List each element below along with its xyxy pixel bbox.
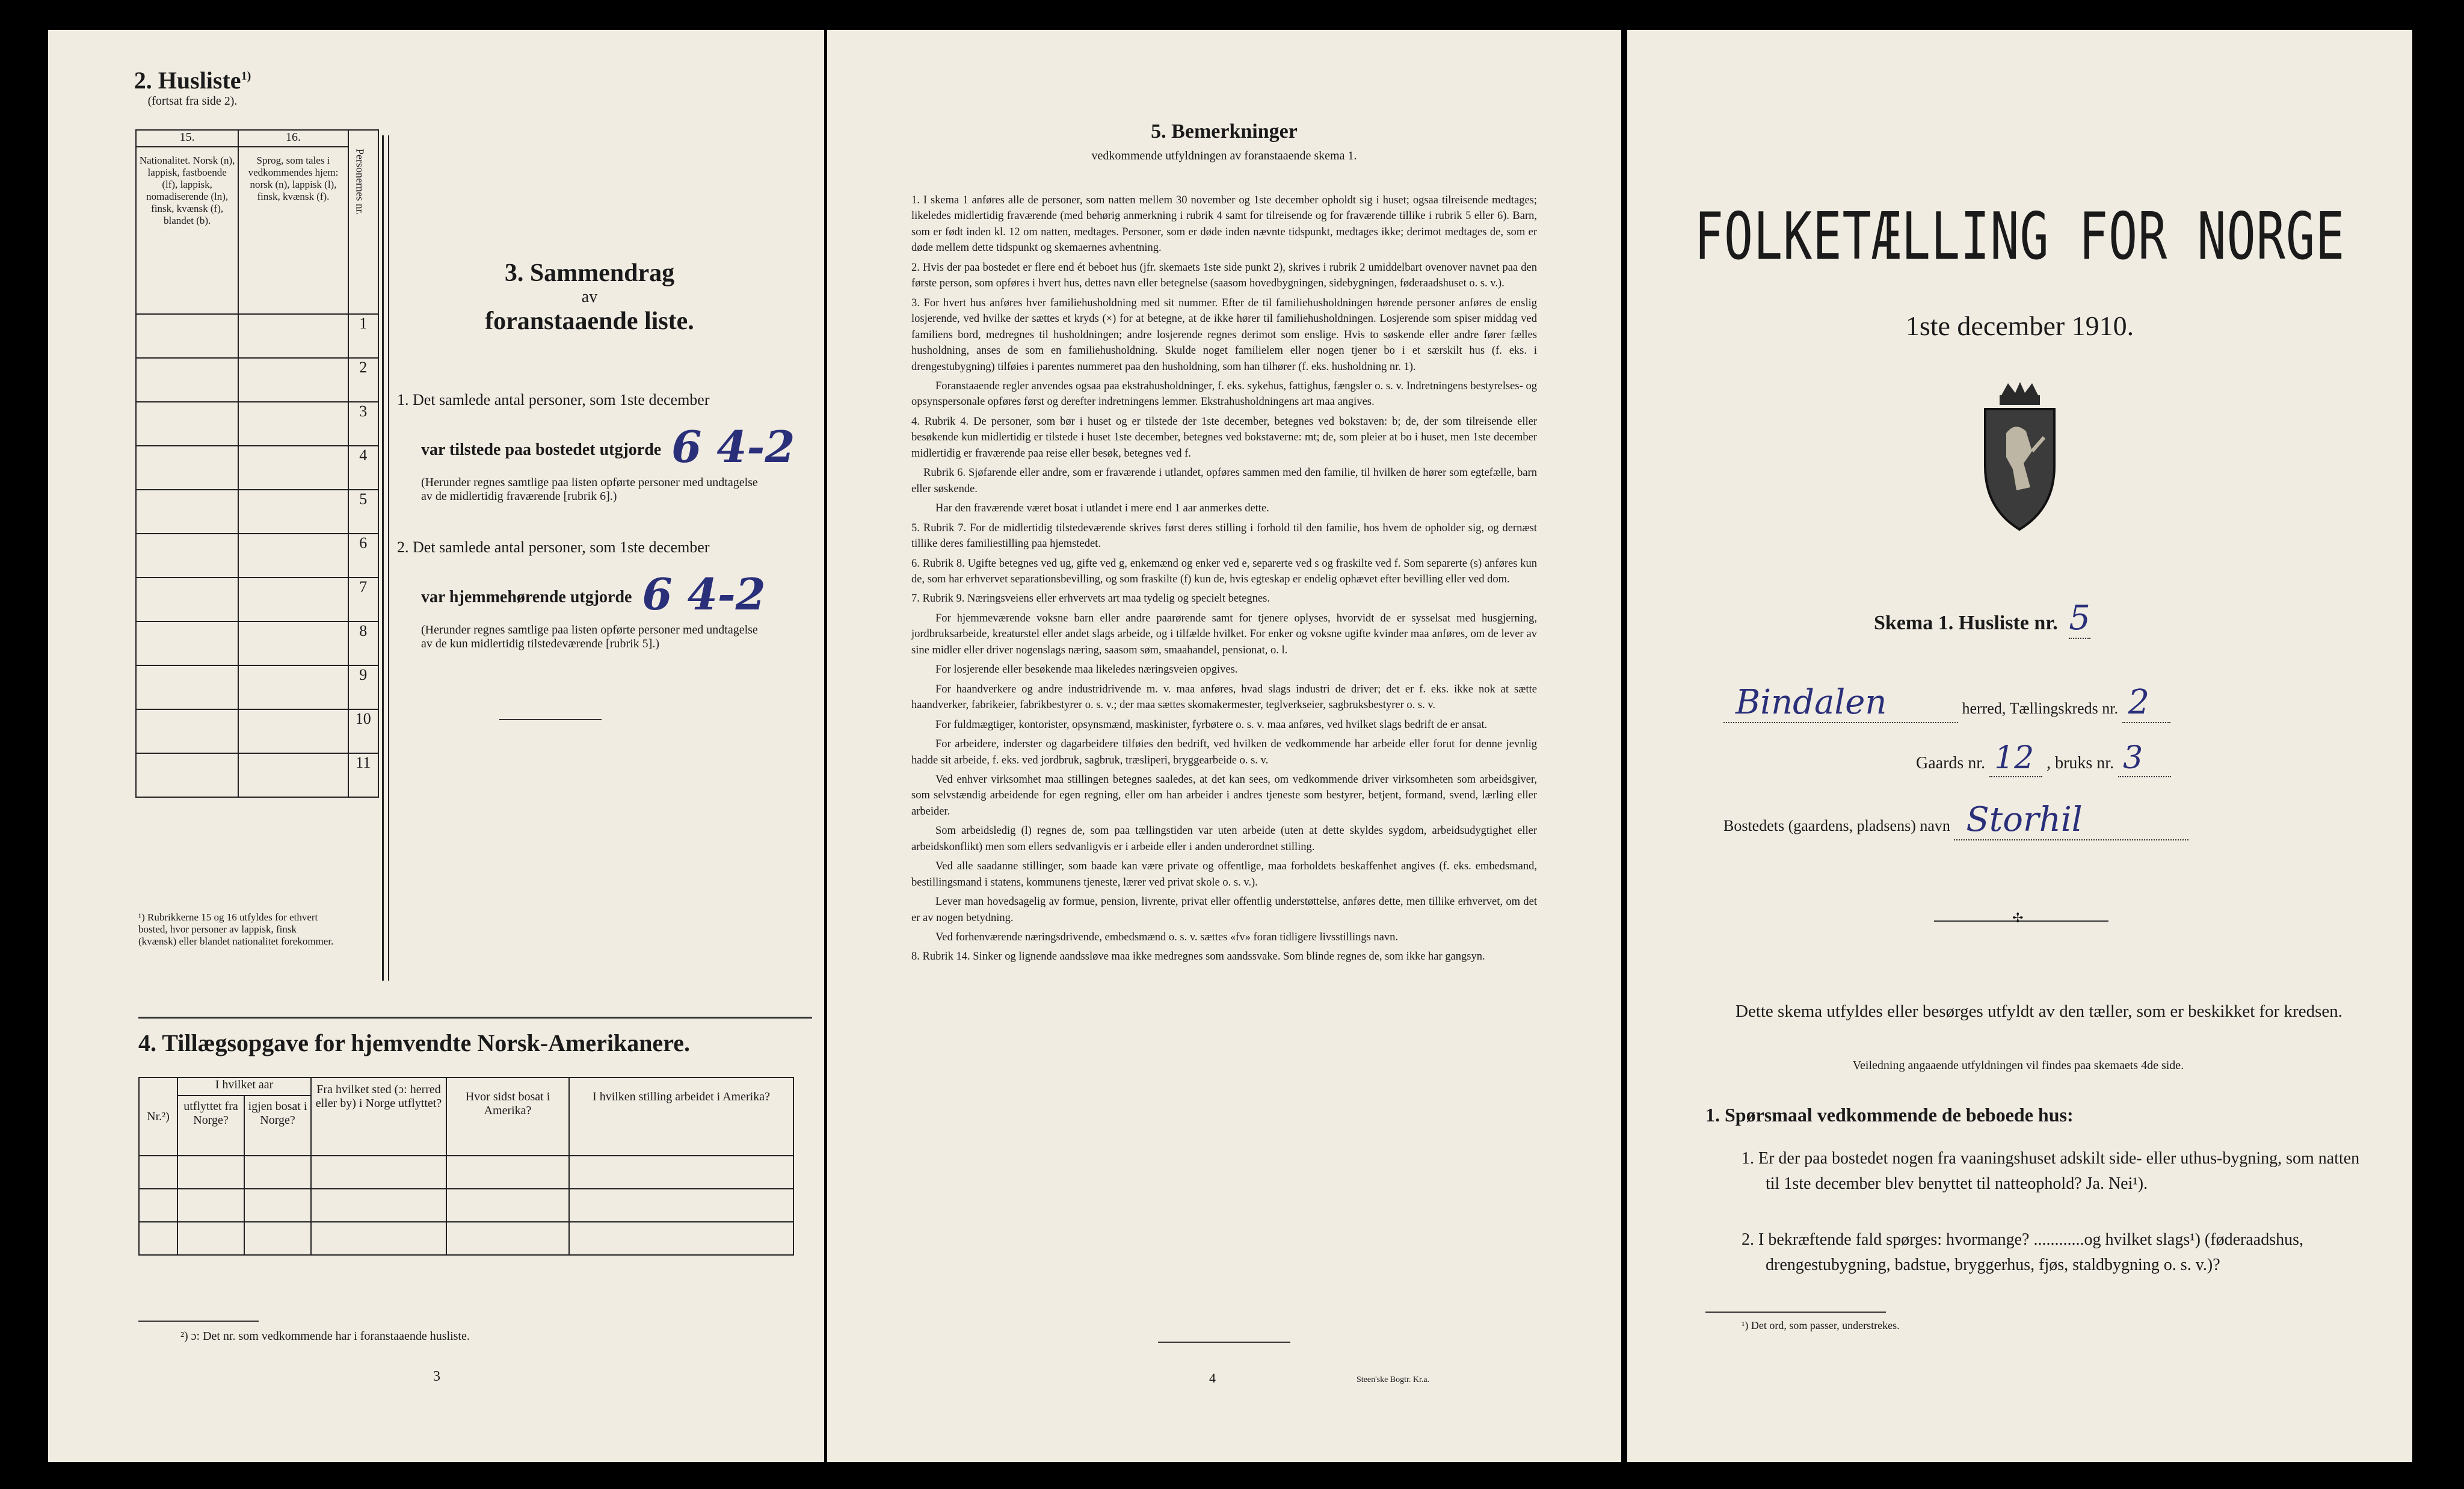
remark: For losjerende eller besøkende maa likeledes næringsveien opgives.	[935, 664, 1238, 676]
huslist-section: 2. Husliste$^{1)}$ (fortsat fra side 2).	[48, 66, 337, 108]
bruk-value[interactable]: 3	[2118, 740, 2171, 777]
census-date: 1ste december 1910.	[1905, 310, 2134, 341]
cell[interactable]	[569, 1222, 793, 1255]
footnote-rule	[1705, 1312, 1886, 1313]
summary-section	[409, 259, 770, 336]
cell[interactable]	[446, 1222, 569, 1255]
col-person-header: Personernes nr.	[348, 130, 378, 314]
summary-title-av: av	[581, 288, 598, 306]
cell-language[interactable]	[238, 534, 348, 578]
remark: 4. Rubrik 4. De personer, som bør i huset og er tilstede der 1ste december, betegnes ved bokstaven: b; de, der som tilreisende eller besøkende kun midlertidig er tilstede i huset 1ste december, betegnes ved bokstaverne: mt; de, som pleier at bo i huset, men 1ste december midlertidig er fraværende paa reise eller besøk, betegnes ved f.	[911, 415, 1537, 460]
cell[interactable]	[139, 1156, 177, 1189]
cell-nationality[interactable]	[136, 534, 238, 578]
remarks-title: 5. Bemerkninger	[1151, 120, 1298, 143]
addition-title: 4. Tillægsopgave for hjemvendte Norsk-Amerikanere.	[138, 1029, 690, 1056]
row-number: 9	[348, 665, 378, 709]
gaard-line: Gaards nr. 12 , bruks nr. 3	[1916, 740, 2171, 777]
remark: 8. Rubrik 14. Sinker og lignende aandssløve maa ikke medregnes som aandssvake. Som blinde regnes de, som ikke har gangsyn.	[911, 951, 1485, 963]
col15-number: 15.	[136, 130, 238, 147]
remark: Rubrik 6. Sjøfarende eller andre, som er fraværende i utlandet, opføres sammen med den familie, til hvilken de hører som egtefælle, barn eller søskende.	[911, 467, 1537, 495]
cell[interactable]	[311, 1222, 446, 1255]
cell-nationality[interactable]	[136, 490, 238, 534]
remark: 5. Rubrik 7. For de midlertidig tilstedeværende skrives først deres stilling i forhold til den familie, hos hvem de opholder sig, og dernæst tillike deres familiestilling paa hjemstedet.	[911, 522, 1537, 550]
cell-language[interactable]	[238, 753, 348, 797]
col-nr: Nr.²)	[139, 1077, 177, 1156]
cell[interactable]	[139, 1222, 177, 1255]
row-number: 2	[348, 358, 378, 402]
ornament-icon: ✢	[2012, 910, 2024, 925]
remark: 7. Rubrik 9. Næringsveiens eller erhvervets art maa tydelig og specielt betegnes.	[911, 593, 1270, 605]
bosted-line: Bostedets (gaardens, pladsens) navn Storhil	[1723, 800, 2188, 840]
col-last-place: Hvor sidst bosat i Amerika?	[446, 1077, 569, 1156]
section-rule	[138, 1017, 812, 1019]
remark: 3. For hvert hus anføres hver familiehusholdning med sit nummer. Efter de til familiehusholdningen hørende personer anføres de enslig losjerende, ved hvilke der sættes et kryds (×) for at betegne, at de ikke hører til familiehusholdningen. Losjerende som spiser middag ved familiens bord, medregnes til husholdningen; andre losjerende regnes derimot som enslige. Hvis to søskende eller andre fører fælles husholdning, anses de som en familiehusholdning. Skulde noget familielem eller nogen tjener bo i et særskilt hus (f. eks. i drengestubygning) tilføies i parentes nummeret paa den husholdning, som han tilhører (f. eks. husholdning nr. 1).	[911, 297, 1537, 373]
short-rule	[499, 719, 602, 720]
col-position: I hvilken stilling arbeidet i Amerika?	[569, 1077, 793, 1156]
addition-table	[138, 1077, 794, 1256]
cell[interactable]	[311, 1156, 446, 1189]
remark: Lever man hovedsagelig av formue, pension, livrente, privat eller offentlig understøttelse, anføres dette, men tillike erhvervet, om det er av nogen betydning.	[911, 896, 1537, 924]
cell-nationality[interactable]	[136, 578, 238, 621]
cell[interactable]	[446, 1189, 569, 1222]
herred-value[interactable]: Bindalen	[1723, 683, 1958, 723]
cell-language[interactable]	[238, 709, 348, 753]
cell-language[interactable]	[238, 621, 348, 665]
krets-value[interactable]: 2	[2122, 683, 2170, 723]
row-number: 7	[348, 578, 378, 621]
footnote-rule	[138, 1321, 259, 1322]
cell-language[interactable]	[238, 490, 348, 534]
page-number: 4	[1209, 1370, 1216, 1386]
remark: 1. I skema 1 anføres alle de personer, som natten mellem 30 november og 1ste december opholdt sig i huset; ogsaa tilreisende medtages; likeledes midlertidig fraværende (med behørig anmerkning i rubrik 4 samt for tilreisende og for fraværende tillike i rubrik 5 eller 6). Barn, som er født inden kl. 12 om natten, medtages. Personer, som er døde inden nævnte tidspunkt, medtages ikke; derimot medtages de, som er døde mellem dette tidspunkt og skemaernes avhentning.	[911, 194, 1537, 254]
census-title: FOLKETÆLLING FOR NORGE	[1694, 199, 2345, 274]
row-number: 6	[348, 534, 378, 578]
col-returned: igjen bosat i Norge?	[244, 1096, 311, 1156]
cell-nationality[interactable]	[136, 446, 238, 490]
remark: For fuldmægtiger, kontorister, opsynsmænd, maskinister, fyrbøtere o. s. v. maa anføres, ved hvilket slags bedrift de er ansat.	[935, 718, 1488, 731]
questions-title: 1. Spørsmaal vedkommende de beboede hus:	[1705, 1104, 2074, 1126]
cell-language[interactable]	[238, 665, 348, 709]
summary-item-2: 2. Det samlede antal personer, som 1ste december var hjemmehørende utgjorde 6 4-2 (Herunder regnes samtlige paa listen opførte personer med undtagelse av de kun midlertidig tilstedeværende [rubrik 5].)	[361, 538, 818, 651]
middle-page	[827, 30, 1621, 1462]
remark: 2. Hvis der paa bostedet er flere end ét beboet hus (jfr. skemaets 1ste side punkt 2), skrives i rubrik 2 umiddelbart ovenover navnet paa den første person, som opføres i hvert hus, dettes navn eller betegnelse (saasom hovedbygningen, sidebygningen, føderaadshuset o. s. v.).	[911, 261, 1537, 290]
gaard-value[interactable]: 12	[1989, 740, 2042, 777]
resident-count[interactable]: 6 4-2	[642, 569, 766, 620]
cell[interactable]	[569, 1156, 793, 1189]
norwegian-coat-of-arms-icon	[1973, 382, 2066, 532]
remark: Som arbeidsledig (l) regnes de, som paa tællingstiden var uten arbeide (uten at dette skyldes sygdom, arbeidsudygtighet eller arbeidskonflikt) men som ellers sedvanligvis er i arbeide eller i anden underordnet stilling.	[911, 825, 1537, 853]
remark: Foranstaaende regler anvendes ogsaa paa ekstrahusholdninger, f. eks. sykehus, fattighus, fængsler o. s. v. Indretningens bestyrelses- og opsynspersonale opføres først og derefter indretningens lemmer. Ekstrahusholdningens art maa angives.	[911, 380, 1537, 408]
present-note: (Herunder regnes samtlige paa listen opførte personer med undtagelse av de midlertidig fraværende [rubrik 6].)	[421, 476, 758, 503]
remarks-list	[911, 193, 1537, 969]
cell[interactable]	[244, 1156, 311, 1189]
col-from-where: Fra hvilket sted (ɔ: herred eller by) i Norge utflyttet?	[311, 1077, 446, 1156]
bosted-value[interactable]: Storhil	[1954, 800, 2188, 840]
cell[interactable]	[177, 1222, 244, 1255]
cell[interactable]	[139, 1189, 177, 1222]
remark: Har den fraværende været bosat i utlandet i mere end 1 aar anmerkes dette.	[935, 502, 1269, 515]
cell-nationality[interactable]	[136, 314, 238, 358]
cell-language[interactable]	[238, 402, 348, 446]
remark: Ved enhver virksomhet maa stillingen betegnes saaledes, at det kan sees, om vedkommende driver virksomheten som arbeidsgiver, som selvstændig arbeidende for egen regning, eller om han arbeider i andres tjeneste som bestyrer, betjent, formand, svend, lærling eller arbeider.	[911, 773, 1537, 818]
remarks-subtitle: vedkommende utfyldningen av foranstaaende skema 1.	[1091, 149, 1357, 162]
remark: For haandverkere og andre industridrivende m. v. maa anføres, hvad slags industri de driver; det er f. eks. ikke nok at sætte haandverker, fabrikeier, fabrikbestyrer o. s. v.; der maa sættes skomakermester, teglverkseier, sagbruksbestyrer o. s. v.	[911, 683, 1537, 712]
summary-item-1: 1. Det samlede antal personer, som 1ste december var tilstede paa bostedet utgjorde 6 4-2 (Herunder regnes samtlige paa listen opførte personer med undtagelse av de midlertidig fraværende [rubrik 6].)	[361, 391, 818, 504]
cell[interactable]	[177, 1189, 244, 1222]
left-page	[48, 30, 824, 1462]
huslist-table	[135, 129, 379, 798]
remark: 6. Rubrik 8. Ugifte betegnes ved ug, gifte ved g, enkemænd og enker ved e, separerte ved s og fraskilte ved f. Som separerte (s) anføres kun de, som har erhvervet separationsbevilling, og som fraskilte (f) kun de, hvis egteskap er endelig ophævet efter bevilling eller ved dom.	[911, 557, 1537, 585]
remark: Ved alle saadanne stillinger, som baade kan være private og offentlige, maa forholdets beskaffenhet angives (f. eks. embedsmand, bestillingsmand i statens, kommunens tjeneste, lærer ved privat skole o. s. v.).	[911, 860, 1537, 889]
col16-header: Sprog, som tales i vedkommendes hjem: norsk (n), lappisk (l), finsk, kvænsk (f).	[238, 147, 348, 314]
right-page	[1627, 30, 2412, 1462]
cell-language[interactable]	[238, 358, 348, 402]
summary-title: 3. Sammendrag	[504, 259, 675, 287]
huslist-subtitle: (fortsat fra side 2).	[147, 94, 238, 108]
row-number: 1	[348, 314, 378, 358]
col-year-group: I hvilket aar	[177, 1077, 311, 1096]
cell[interactable]	[244, 1189, 311, 1222]
cell-language[interactable]	[238, 314, 348, 358]
question-1: 1. Er der paa bostedet nogen fra vaaningshuset adskilt side- eller uthus-bygning, som natten til 1ste december blev benyttet til natteophold? Ja. Nei¹).	[1742, 1149, 2360, 1193]
page-number: 3	[433, 1369, 440, 1384]
cell-nationality[interactable]	[136, 621, 238, 665]
remark: Ved forhenværende næringsdrivende, embedsmænd o. s. v. sættes «fv» foran tidligere livsstillings navn.	[935, 931, 1399, 944]
row-number: 10	[348, 709, 378, 753]
cell-language[interactable]	[238, 578, 348, 621]
col15-header: Nationalitet. Norsk (n), lappisk, fastboende (lf), lappisk, nomadiserende (ln), finsk, kvænsk (f), blandet (b).	[136, 147, 238, 314]
col-emigrated: utflyttet fra Norge?	[177, 1096, 244, 1156]
cell[interactable]	[446, 1156, 569, 1189]
right-footnote: ¹) Det ord, som passer, understrekes.	[1742, 1319, 1900, 1331]
present-count[interactable]: 6 4-2	[671, 421, 795, 472]
cell-nationality[interactable]	[136, 402, 238, 446]
resident-note: (Herunder regnes samtlige paa listen opførte personer med undtagelse av de kun midlertidig tilstedeværende [rubrik 5].)	[421, 623, 758, 650]
cell[interactable]	[311, 1189, 446, 1222]
huslist-footnote: ¹) Rubrikkerne 15 og 16 utfyldes for ethvert bosted, hvor personer av lappisk, finsk (kvænsk) eller blandet nationalitet forekommer.	[138, 911, 334, 948]
cell[interactable]	[244, 1222, 311, 1255]
col16-number: 16.	[238, 130, 348, 147]
cell-nationality[interactable]	[136, 709, 238, 753]
present-label: var tilstede paa bostedet utgjorde	[421, 440, 662, 459]
cell[interactable]	[177, 1156, 244, 1189]
remark: For arbeidere, inderster og dagarbeidere tilføies den bedrift, ved hvilken de vedkommende har arbeide eller forut for denne jevnlig hadde sit arbeide, f. eks. ved jordbruk, sagbruk, træsliperi, bryggearbeide o. s. v.	[911, 738, 1537, 766]
resident-label: var hjemmehørende utgjorde	[421, 588, 632, 606]
row-number: 11	[348, 753, 378, 797]
row-number: 3	[348, 402, 378, 446]
cell[interactable]	[569, 1189, 793, 1222]
herred-line: Bindalen herred, Tællingskreds nr. 2	[1723, 683, 2355, 723]
instruction-text: Dette skema utfyldes eller besørges utfyldt av den tæller, som er beskikket for kredsen.	[1736, 1002, 2342, 1021]
cell-language[interactable]	[238, 446, 348, 490]
row-number: 4	[348, 446, 378, 490]
remark: For hjemmeværende voksne barn eller andre paarørende samt for tjenere oplyses, hvorvidt de er sysselsat med husgjerning, jordbruksarbeide, kreaturstel eller andet slags arbeide, og i tilfælde hvilket. For enker og voksne ugifte kvinder maa anføres, om de lever av sine midler eller driver nogenslags næring, saasom søm, smaahandel, pensionat, o. l.	[911, 612, 1537, 656]
cell-nationality[interactable]	[136, 665, 238, 709]
printer-mark: Steen'ske Bogtr. Kr.a.	[1357, 1375, 1430, 1384]
guidance-text: Veiledning angaaende utfyldningen vil findes paa skemaets 4de side.	[1852, 1059, 2184, 1072]
question-2: 2. I bekræftende fald spørges: hvormange? ............og hvilket slags¹) (føderaadshus, drengestubygning, badstue, bryggerhus, fjøs, staldbygning o. s. v.)?	[1742, 1230, 2303, 1274]
cell-nationality[interactable]	[136, 358, 238, 402]
cell-nationality[interactable]	[136, 753, 238, 797]
huslist-title: 2. Husliste	[134, 67, 241, 94]
end-rule	[1158, 1342, 1290, 1343]
addition-footnote: ²) ɔ: Det nr. som vedkommende har i foranstaaende husliste.	[180, 1330, 470, 1343]
summary-title-rest: foranstaaende liste.	[485, 307, 694, 335]
row-number: 8	[348, 621, 378, 665]
row-number: 5	[348, 490, 378, 534]
husliste-number[interactable]: 5	[2069, 599, 2090, 638]
schema-label: Skema 1. Husliste nr. 5	[1874, 599, 2090, 638]
